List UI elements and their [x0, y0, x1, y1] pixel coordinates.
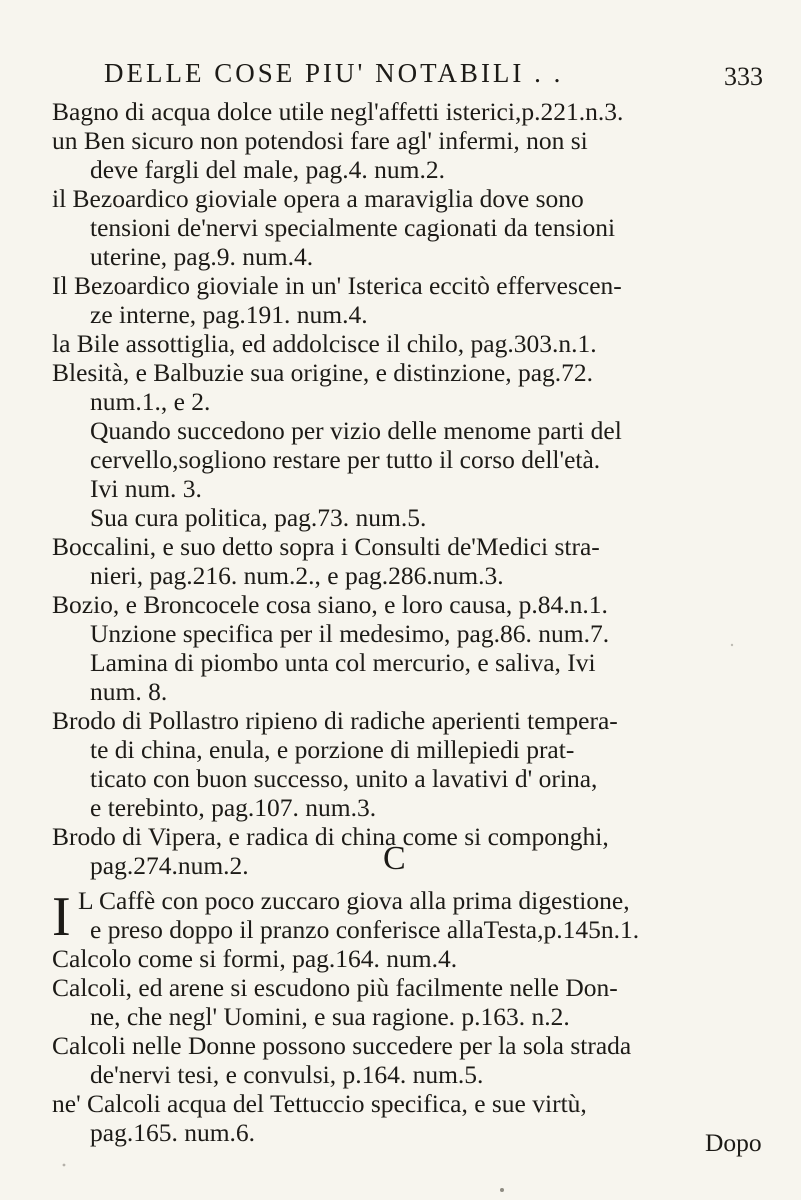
page-number: 333 — [724, 62, 763, 91]
index-line: Bagno di acqua dolce utile negl'affetti isterici,p.221.n.3. — [52, 97, 624, 126]
index-line: ticato con buon successo, unito a lavativi d' orina, — [90, 764, 598, 793]
index-line: Bozio, e Broncocele cosa siano, e loro causa, p.84.n.1. — [52, 590, 608, 619]
index-line: ze interne, pag.191. num.4. — [90, 300, 368, 329]
index-line: Brodo di Pollastro ripieno di radiche aperienti tempera- — [52, 706, 618, 735]
index-line: num.1., e 2. — [90, 387, 211, 416]
index-line: e preso doppo il pranzo conferisce allaTesta,p.145n.1. — [90, 915, 640, 944]
index-line: pag.274.num.2. — [90, 851, 249, 880]
index-line: nieri, pag.216. num.2., e pag.286.num.3. — [90, 561, 504, 590]
index-line: ne, che negl' Uomini, e sua ragione. p.163. n.2. — [90, 1002, 570, 1031]
index-line: deve fargli del male, pag.4. num.2. — [90, 155, 446, 184]
index-line: Unzione specifica per il medesimo, pag.86. num.7. — [90, 619, 610, 648]
index-line: num. 8. — [90, 677, 168, 706]
index-line: Lamina di piombo unta col mercurio, e saliva, Ivi — [90, 648, 596, 677]
index-line: Calcoli, ed arene si escudono più facilmente nelle Don- — [52, 973, 618, 1002]
index-line: tensioni de'nervi specialmente cagionati da tensioni — [90, 213, 616, 242]
paper-speck — [63, 1164, 66, 1167]
index-line: pag.165. num.6. — [90, 1118, 256, 1147]
index-line: Calcolo come si formi, pag.164. num.4. — [52, 944, 458, 973]
index-line: de'nervi tesi, e convulsi, p.164. num.5. — [90, 1060, 484, 1089]
index-line: Quando succedono per vizio delle menome parti del — [90, 416, 622, 445]
index-line: e terebinto, pag.107. num.3. — [90, 793, 377, 822]
paper-speck — [500, 1188, 504, 1192]
index-line: un Ben sicuro non potendosi fare agl' infermi, non si — [52, 126, 588, 155]
index-line: Blesità, e Balbuzie sua origine, e distinzione, pag.72. — [52, 358, 594, 387]
index-line: Boccalini, e suo detto sopra i Consulti de'Medici stra- — [52, 532, 600, 561]
index-line: uterine, pag.9. num.4. — [90, 242, 314, 271]
paper-speck — [731, 644, 733, 646]
index-line: ne' Calcoli acqua del Tettuccio specifica, e sue virtù, — [52, 1089, 587, 1118]
index-line: la Bile assottiglia, ed addolcisce il chilo, pag.303.n.1. — [52, 329, 597, 358]
section-letter: C — [383, 840, 406, 877]
dropcap: I — [52, 886, 71, 948]
page-header — [0, 58, 801, 94]
index-line: Brodo di Vipera, e radica di china come si componghi, — [52, 822, 609, 851]
index-line: il Bezoardico gioviale opera a maraviglia dove sono — [52, 184, 584, 213]
index-line: Il Bezoardico gioviale in un' Isterica eccitò effervescen- — [52, 271, 622, 300]
catchword: Dopo — [705, 1128, 762, 1157]
index-line: te di china, enula, e porzione di millepiedi prat- — [90, 735, 575, 764]
index-line: Sua cura politica, pag.73. num.5. — [90, 503, 427, 532]
index-line: L Caffè con poco zuccaro giova alla prima digestione, — [78, 886, 630, 915]
index-line: cervello,sogliono restare per tutto il corso dell'età. — [90, 445, 601, 474]
index-line: Calcoli nelle Donne possono succedere per la sola strada — [52, 1031, 632, 1060]
running-title: DELLE COSE PIU' NOTABILI . . — [104, 58, 564, 88]
index-line: Ivi num. 3. — [90, 474, 202, 503]
